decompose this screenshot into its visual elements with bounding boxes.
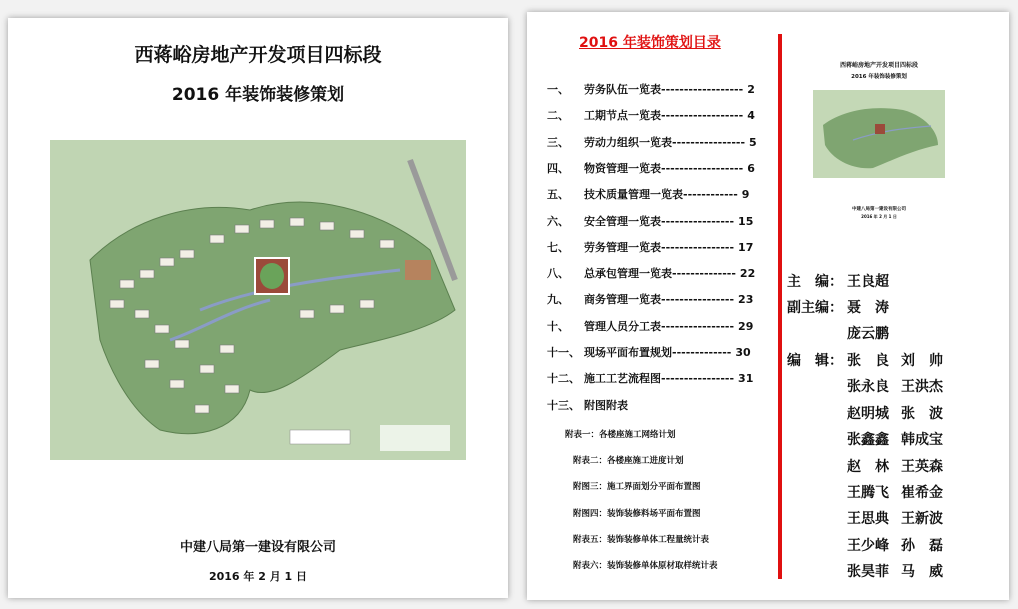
editor-name: 王少峰 — [847, 537, 889, 554]
toc-item-number: 七、 — [547, 240, 569, 254]
divider-line — [778, 34, 782, 579]
toc-item-number: 十二、 — [547, 372, 580, 386]
toc-item-page: 6 — [747, 161, 755, 175]
toc-item-leader: ------------------ — [661, 109, 744, 123]
toc-item[interactable] — [547, 240, 753, 256]
toc-item-leader: ------------ — [683, 188, 738, 202]
attachment-item[interactable]: 附表二：各楼座施工进度计划 — [573, 456, 684, 467]
editor-name: 王新波 — [901, 511, 943, 528]
toc-item[interactable] — [547, 266, 755, 282]
editor-name: 韩成宝 — [901, 432, 943, 449]
toc-item-title: 施工工艺流程图 — [584, 372, 661, 386]
toc-item-leader: ---------------- — [661, 240, 735, 254]
toc-item-page: 9 — [741, 188, 750, 202]
toc-item-number: 四、 — [547, 161, 569, 175]
editor-name: 刘 帅 — [901, 353, 943, 369]
toc-item-title: 附图附表 — [584, 398, 628, 412]
thumbnail-company: 中建八局第一建设有限公司 — [852, 207, 906, 212]
cover-subtitle: 2016 年装饰装修策划 — [171, 85, 345, 105]
editor-name: 马 威 — [901, 564, 943, 581]
toc-item-number: 十、 — [547, 319, 569, 333]
toc-item-page: 30 — [735, 346, 751, 359]
editor-name: 王洪杰 — [901, 379, 943, 396]
toc-item[interactable] — [547, 187, 749, 203]
toc-page — [527, 12, 1009, 600]
editor-name: 张昊菲 — [847, 564, 889, 581]
editor-name: 张 波 — [901, 405, 943, 422]
toc-item-page: 5 — [749, 135, 757, 149]
cover-date: 2016 年 2 月 1 日 — [208, 570, 308, 583]
editor-name: 张鑫鑫 — [847, 432, 889, 449]
cover-thumbnail — [809, 54, 949, 224]
attachment-item[interactable]: 附表六：装饰装修单体原材取样统计表 — [573, 561, 718, 571]
toc-item-title: 劳务队伍一览表 — [584, 83, 661, 96]
toc-item[interactable] — [547, 135, 757, 151]
editor-name: 王思典 — [847, 511, 889, 528]
toc-item-number: 一、 — [547, 83, 569, 96]
toc-item-leader: -------------- — [672, 267, 736, 281]
deputy-editor-label: 副主编： — [787, 300, 843, 316]
thumbnail-subtitle: 2016 年装饰装修策划 — [851, 74, 907, 80]
toc-item-page: 23 — [738, 293, 754, 307]
toc-item[interactable] — [547, 371, 753, 387]
toc-item-page: 17 — [738, 240, 754, 254]
toc-item-page: 22 — [739, 267, 756, 281]
attachment-item[interactable]: 附表五：装饰装修单体工程量统计表 — [573, 534, 710, 545]
toc-item-page: 2 — [747, 83, 755, 96]
toc-item-title: 劳动力组织一览表 — [584, 135, 672, 149]
toc-heading: 2016 年装饰策划目录 — [579, 35, 721, 51]
editor-name: 王英森 — [901, 458, 943, 475]
toc-item-title: 技术质量管理一览表 — [584, 188, 683, 202]
attachment-item[interactable]: 附图三：施工界面划分平面布置图 — [573, 482, 701, 493]
toc-item-leader: ---------------- — [661, 293, 735, 307]
toc-item[interactable] — [547, 292, 753, 308]
toc-item-number: 三、 — [547, 135, 569, 149]
thumbnail-map-image — [813, 90, 945, 178]
toc-item-title: 管理人员分工表 — [584, 319, 661, 333]
toc-item[interactable] — [547, 319, 753, 335]
toc-item-title: 工期节点一览表 — [584, 109, 661, 123]
toc-item[interactable] — [547, 108, 755, 124]
toc-item-leader: ---------------- — [672, 135, 746, 149]
cover-title: 西蒋峪房地产开发项目四标段 — [134, 44, 382, 66]
cover-page — [8, 18, 508, 598]
toc-item-title: 现场平面布置规划 — [584, 346, 672, 359]
site-plan-image — [50, 140, 466, 460]
toc-item-page: 4 — [747, 109, 755, 123]
toc-item-title: 物资管理一览表 — [584, 161, 661, 175]
toc-item-number: 十一、 — [547, 346, 580, 359]
editor-name: 张 良 — [847, 353, 889, 369]
toc-item[interactable] — [547, 345, 751, 361]
toc-item-number: 九、 — [547, 293, 569, 307]
editors-label: 编 辑： — [787, 353, 843, 369]
toc-item-title: 总承包管理一览表 — [584, 267, 672, 281]
toc-item[interactable] — [547, 82, 755, 98]
toc-item-number: 五、 — [547, 188, 569, 202]
deputy-editor-name: 聂 涛 — [847, 300, 889, 316]
toc-item-leader: ------------------ — [661, 83, 744, 96]
attachment-item[interactable]: 附表一：各楼座施工网络计划 — [565, 430, 676, 440]
toc-item-number: 八、 — [547, 267, 569, 281]
editor-name: 崔希金 — [901, 485, 943, 501]
toc-item-number: 六、 — [547, 214, 569, 228]
deputy-editor-name: 庞云鹏 — [847, 326, 889, 342]
toc-item-number: 十三、 — [547, 398, 580, 412]
thumbnail-date: 2016 年 2 月 1 日 — [861, 214, 897, 219]
thumbnail-title: 西蒋峪房地产开发项目四标段 — [839, 62, 918, 69]
toc-item-title: 安全管理一览表 — [584, 214, 661, 228]
editor-name: 赵明城 — [847, 405, 889, 422]
toc-item-number: 二、 — [547, 109, 569, 123]
toc-item-leader: ---------------- — [661, 319, 735, 333]
toc-item-leader: ------------- — [672, 346, 732, 359]
editor-name: 王腾飞 — [847, 485, 889, 501]
toc-item-leader: ---------------- — [661, 372, 735, 386]
toc-item-leader: ------------------ — [661, 161, 744, 175]
editor-name: 赵 林 — [847, 458, 889, 475]
toc-item-page: 29 — [738, 319, 754, 333]
toc-item-title: 劳务管理一览表 — [584, 240, 661, 254]
chief-editor-name: 王良超 — [847, 274, 889, 290]
editor-name: 张永良 — [847, 379, 889, 396]
toc-item-page: 31 — [738, 372, 754, 386]
editor-name: 孙 磊 — [901, 537, 943, 554]
company-name: 中建八局第一建设有限公司 — [179, 540, 336, 555]
toc-item[interactable] — [547, 398, 632, 414]
toc-item[interactable] — [547, 161, 755, 177]
attachment-item[interactable]: 附图四：装饰装修料场平面布置图 — [573, 508, 701, 519]
toc-item[interactable] — [547, 214, 753, 230]
toc-item-page: 15 — [738, 214, 754, 228]
toc-item-leader: ---------------- — [661, 214, 735, 228]
toc-item-title: 商务管理一览表 — [584, 293, 661, 307]
chief-editor-label: 主 编： — [787, 274, 843, 290]
